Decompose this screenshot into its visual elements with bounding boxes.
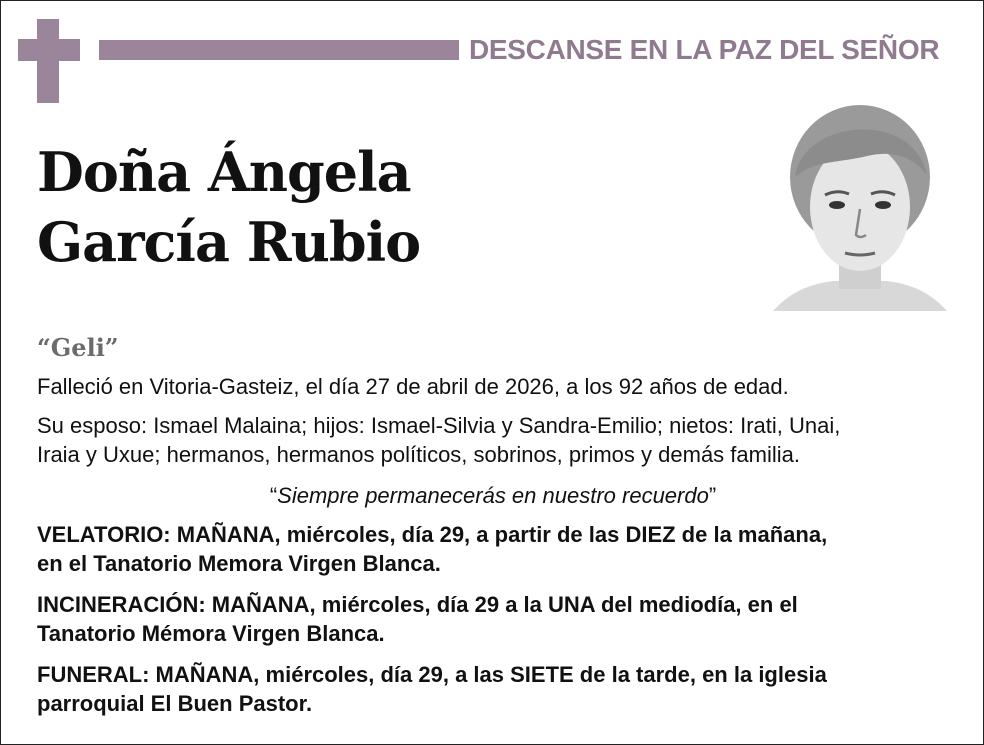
header-title: DESCANSE EN LA PAZ DEL SEÑOR	[469, 34, 940, 65]
death-notice: Falleció en Vitoria-Gasteiz, el día 27 de abril de 2026, a los 92 años de edad.	[37, 374, 789, 399]
family-list-line2: Iraia y Uxue; hermanos, hermanos políticos, sobrinos, primos y demás familia.	[37, 442, 800, 467]
funeral-info-line2: parroquial El Buen Pastor.	[37, 691, 313, 716]
cremation-info-line2: Tanatorio Mémora Virgen Blanca.	[37, 621, 385, 646]
portrait-photo-icon	[773, 99, 947, 311]
deceased-name	[37, 137, 420, 277]
quote-close-mark: ”	[708, 483, 717, 508]
cremation-info	[37, 590, 949, 648]
family-list	[37, 411, 949, 469]
deceased-name-line1: Doña Ángela	[37, 140, 411, 204]
funeral-info	[37, 660, 949, 718]
cremation-info-line1: INCINERACIÓN: MAÑANA, miércoles, día 29 a la UNA del mediodía, en el	[37, 592, 798, 617]
wake-info	[37, 520, 949, 578]
portrait-photo	[773, 99, 947, 311]
quote-open-mark: “	[269, 483, 278, 508]
wake-info-line2: en el Tanatorio Memora Virgen Blanca.	[37, 551, 441, 576]
family-list-line1: Su esposo: Ismael Malaina; hijos: Ismael-Silvia y Sandra-Emilio; nietos: Irati, Unai,	[37, 413, 841, 438]
nickname: “Geli”	[37, 333, 119, 362]
memorial-quote	[1, 481, 984, 510]
deceased-name-line2: García Rubio	[37, 210, 421, 274]
quote-text: Siempre permanecerás en nuestro recuerdo	[277, 483, 709, 508]
wake-info-line1: VELATORIO: MAÑANA, miércoles, día 29, a partir de las DIEZ de la mañana,	[37, 522, 828, 547]
header-band	[99, 40, 459, 60]
funeral-info-line1: FUNERAL: MAÑANA, miércoles, día 29, a las SIETE de la tarde, en la iglesia	[37, 662, 827, 687]
